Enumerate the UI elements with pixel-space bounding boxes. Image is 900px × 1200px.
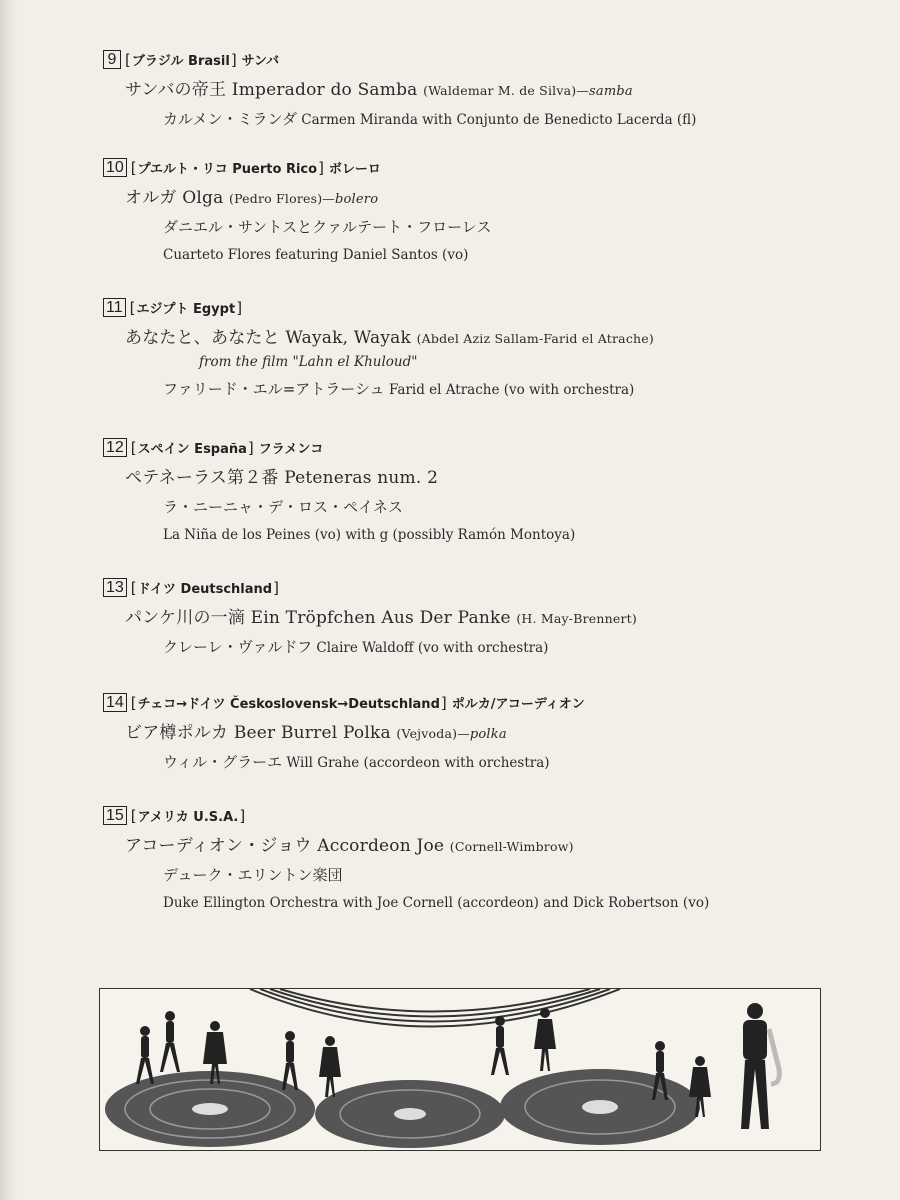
bracket-close: ] [236, 298, 243, 317]
bracket-open: [ [130, 438, 137, 457]
track-title-jp: あなたと、あなたと [125, 328, 280, 348]
bracket-close: ] [247, 438, 254, 457]
performer-jp: クレーレ・ヴァルドフ [163, 638, 313, 656]
dancers-illustration-art [100, 989, 820, 1150]
track-header [103, 50, 863, 69]
performer: Will Grahe (accordeon with orchestra) [286, 755, 550, 771]
bracket-close: ] [230, 50, 237, 69]
track-title: Accordeon Joe [317, 836, 445, 856]
saxophone-player [741, 1003, 779, 1129]
track-genre: サンバ [241, 54, 280, 69]
track-title-jp: ビア樽ポルカ [125, 723, 229, 743]
performer-line [163, 216, 900, 237]
bracket-open: [ [130, 158, 137, 177]
bracket-open: [ [130, 578, 137, 597]
bracket-open: [ [130, 806, 137, 825]
track-country: プエルト・リコ Puerto Rico [137, 162, 318, 177]
track-header [103, 438, 863, 457]
track-credit: (Vejvoda) [396, 726, 458, 741]
performer-line [163, 108, 900, 129]
track-credit: (Waldemar M. de Silva) [423, 83, 577, 98]
track-title-jp: サンバの帝王 [125, 80, 227, 100]
bracket-open: [ [125, 50, 131, 69]
record-arch [250, 989, 620, 1027]
track-genre: ボレーロ [328, 162, 381, 177]
performer-line [163, 378, 900, 399]
track-title: Ein Tröpfchen Aus Der Panke [250, 608, 511, 628]
track-title: Wayak, Wayak [285, 328, 411, 348]
performer-jp: ダニエル・サントスとクァルテート・フローレス [163, 218, 492, 236]
track-credit: (Cornell-Wimbrow) [449, 839, 574, 854]
track-header [103, 806, 863, 825]
track-header [103, 693, 863, 712]
track-title: Imperador do Samba [231, 80, 418, 100]
track-title-line [125, 323, 885, 348]
track-9 [103, 50, 863, 129]
track-country: アメリカ U.S.A. [137, 810, 239, 825]
track-number: 15 [103, 806, 127, 825]
track-style: polka [469, 727, 507, 742]
track-13 [103, 578, 863, 657]
track-title-line [125, 75, 885, 100]
bracket-close: ] [239, 806, 246, 825]
track-genre: フラメンコ [258, 442, 324, 457]
performer-line [163, 636, 900, 657]
track-number: 12 [103, 438, 127, 457]
track-header [103, 158, 863, 177]
performer-jp: カルメン・ミランダ [163, 110, 297, 128]
bracket-open: [ [129, 298, 136, 317]
track-title-jp: アコーディオン・ジョウ [125, 836, 312, 856]
performer-jp: ウィル・グラーエ [163, 753, 283, 771]
performer: Carmen Miranda with Conjunto de Benedicto Lacerda (fl) [301, 112, 697, 128]
track-title: Peteneras num. 2 [284, 468, 439, 488]
performer: La Niña de los Peines (vo) with g (possibly Ramón Montoya) [163, 527, 576, 543]
performer: Claire Waldoff (vo with orchestra) [316, 640, 549, 656]
track-title: Beer Burrel Polka [233, 723, 391, 743]
track-title-line [125, 463, 885, 488]
performer: Cuarteto Flores featuring Daniel Santos (vo) [163, 247, 469, 263]
dash: — [322, 191, 335, 206]
track-credit: (Pedro Flores) [229, 191, 323, 206]
track-title-line [125, 718, 885, 743]
performer: Duke Ellington Orchestra with Joe Cornell (accordeon) and Dick Robertson (vo) [163, 895, 710, 911]
track-title-line [125, 603, 885, 628]
track-country: ブラジル Brasil [131, 54, 230, 69]
bracket-open: [ [130, 693, 137, 712]
track-number: 13 [103, 578, 127, 597]
dancers-illustration [99, 988, 821, 1151]
bracket-close: ] [440, 693, 447, 712]
track-15 [103, 806, 863, 911]
track-country: スペイン España [137, 442, 247, 457]
performer-line [163, 496, 900, 517]
track-title-jp: オルガ [125, 188, 177, 208]
bracket-close: ] [318, 158, 324, 177]
track-10 [103, 158, 863, 263]
bracket-close: ] [273, 578, 279, 597]
performer-line [163, 864, 900, 885]
track-country: ドイツ Deutschland [137, 582, 273, 597]
track-title-jp: ペテネーラス第２番 [125, 468, 279, 488]
track-title: Olga [182, 188, 224, 208]
record-discs [105, 1069, 700, 1148]
track-11 [103, 298, 863, 399]
track-genre: ポルカ/アコーディオン [451, 697, 585, 712]
performer-line [163, 751, 900, 772]
track-style: samba [589, 84, 633, 99]
dash: — [457, 726, 470, 741]
performer-jp: デューク・エリントン楽団 [163, 866, 343, 884]
track-credit: (H. May-Brennert) [516, 611, 637, 626]
performer-jp: ラ・ニーニャ・デ・ロス・ペイネス [163, 498, 403, 516]
track-number: 9 [103, 50, 121, 69]
performer: Farid el Atrache (vo with orchestra) [388, 382, 635, 398]
track-number: 10 [103, 158, 127, 177]
track-title-line [125, 831, 885, 856]
film-note: from the film "Lahn el Khuloud" [199, 354, 418, 370]
performer-jp: ファリード・エル=アトラーシュ [163, 380, 385, 398]
track-12 [103, 438, 863, 543]
track-14 [103, 693, 863, 772]
track-header [103, 298, 863, 317]
track-style: bolero [335, 192, 379, 207]
page-fold [0, 0, 20, 1200]
track-number: 14 [103, 693, 127, 712]
track-credit: (Abdel Aziz Sallam-Farid el Atrache) [416, 331, 654, 346]
track-header [103, 578, 863, 597]
track-country: チェコ→ドイツ Československ→Deutschland [137, 697, 440, 712]
track-title-line [125, 183, 885, 208]
track-number: 11 [103, 298, 126, 317]
dash: — [576, 83, 590, 98]
track-title-jp: パンケ川の一滴 [125, 608, 246, 628]
track-country: エジプト Egypt [136, 302, 236, 317]
